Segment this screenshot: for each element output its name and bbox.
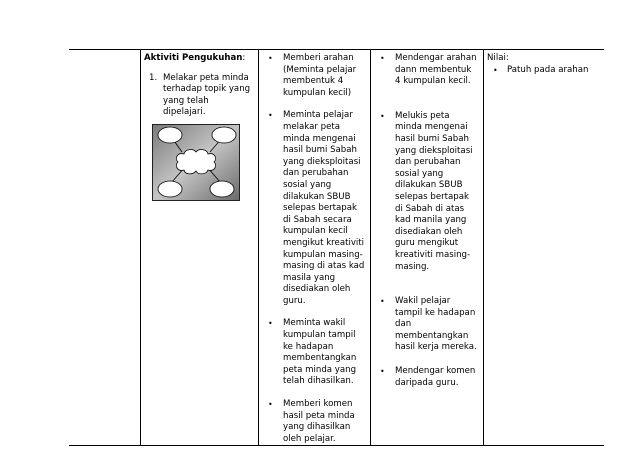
student-activity-text: Mendengar arahan dann membentuk 4 kumpulan kecil. bbox=[395, 53, 477, 87]
student-activity-text: Melukis peta minda mengenai hasil bumi Sabah yang dieksploitasi dan perubahan sosial yang dilakukan SBUB selepas bertapak di Sabah di atas kad manila yang disediakan oleh guru mengikut kreativiti masing-masing. bbox=[395, 110, 473, 272]
mind-map-node bbox=[158, 181, 182, 197]
spacer bbox=[259, 99, 370, 110]
spacer bbox=[371, 273, 483, 296]
activity-heading-text: Aktiviti Pengukuhan bbox=[144, 53, 243, 63]
bullet-icon: • bbox=[268, 319, 273, 329]
activity-heading-colon: : bbox=[242, 53, 246, 63]
teacher-activity-item bbox=[259, 399, 370, 445]
teacher-activity-item bbox=[259, 110, 370, 307]
values-item bbox=[493, 65, 604, 77]
student-activity-item bbox=[371, 296, 483, 354]
activity-item bbox=[149, 73, 258, 119]
spacer bbox=[259, 388, 370, 399]
student-activity-item bbox=[371, 111, 483, 273]
activity-item-text: Melakar peta minda terhadap topik yang yang telah dipelajari. bbox=[163, 72, 251, 118]
spacer bbox=[371, 354, 483, 366]
bullet-icon: • bbox=[380, 111, 385, 121]
student-activity-cell bbox=[371, 50, 484, 446]
activity-cell bbox=[141, 50, 259, 446]
mind-map-diagram bbox=[152, 124, 240, 201]
bullet-icon: • bbox=[268, 111, 273, 121]
bullet-icon: • bbox=[493, 65, 498, 75]
bullet-icon: • bbox=[268, 400, 273, 410]
mind-map-node bbox=[210, 181, 234, 197]
mind-map-node bbox=[158, 127, 182, 143]
teacher-activity-text: Meminta wakil kumpulan tampil ke hadapan membentangkan peta minda yang telah dihasilkan. bbox=[283, 318, 357, 387]
student-activity-item bbox=[371, 366, 483, 389]
values-cell bbox=[484, 50, 605, 446]
teacher-activity-text: Meminta pelajar melakar peta minda mengenai hasil bumi Sabah yang dieksploitasi dan perubahan sosial yang dilakukan SBUB selepas bertapak di Sabah secara kumpulan kecil mengikut kreativiti kumpulan masing-masing di atas kad masila yang disediakan oleh guru. bbox=[283, 110, 365, 306]
lesson-plan-table bbox=[69, 49, 604, 446]
teacher-activity-item bbox=[259, 53, 370, 99]
mind-map-node bbox=[212, 127, 236, 143]
teacher-activity-list bbox=[259, 53, 370, 445]
activity-item-number: 1. bbox=[149, 72, 158, 83]
spacer bbox=[371, 88, 483, 111]
bullet-icon: • bbox=[380, 54, 385, 63]
bullet-icon: • bbox=[380, 297, 385, 307]
spacer bbox=[259, 307, 370, 318]
values-label: Nilai: bbox=[487, 53, 509, 63]
bullet-icon: • bbox=[380, 367, 385, 377]
student-activity-list bbox=[371, 53, 483, 389]
teacher-activity-text: Memberi arahan (Meminta pelajar membentuk 4 kumpulan kecil) bbox=[283, 53, 357, 98]
activity-heading bbox=[144, 53, 258, 65]
teacher-activity-cell bbox=[259, 50, 371, 446]
bullet-icon: • bbox=[268, 54, 273, 63]
stage-cell bbox=[69, 50, 141, 446]
teacher-activity-item bbox=[259, 318, 370, 388]
lesson-plan-row bbox=[69, 50, 604, 446]
values-item-text: Patuh pada arahan bbox=[507, 64, 589, 75]
teacher-activity-text: Memberi komen hasil peta minda yang dihasilkan oleh pelajar. bbox=[283, 399, 355, 444]
student-activity-text: Mendengar komen daripada guru. bbox=[395, 366, 476, 388]
student-activity-item bbox=[371, 53, 483, 88]
student-activity-text: Wakil pelajar tampil ke hadapan dan membentangkan hasil kerja mereka. bbox=[395, 296, 477, 353]
